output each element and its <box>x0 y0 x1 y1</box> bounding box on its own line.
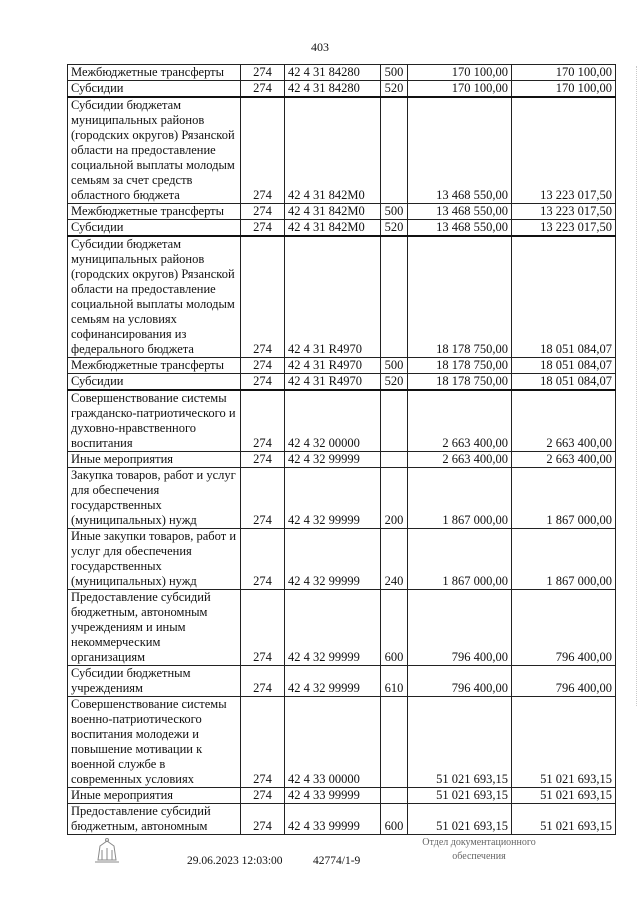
row-sum-2-cell: 796 400,00 <box>512 590 616 666</box>
row-name-cell: Субсидии бюджетным учреждениям <box>68 666 241 697</box>
row-sum-2-cell: 51 021 693,15 <box>512 788 616 804</box>
row-name-cell: Субсидии <box>68 220 241 237</box>
row-vr-cell <box>381 788 408 804</box>
row-csr-cell: 42 4 31 R4970 <box>285 236 381 358</box>
row-vr-cell: 200 <box>381 468 408 529</box>
row-sum-1-cell: 51 021 693,15 <box>408 804 512 835</box>
row-vr-cell: 240 <box>381 529 408 590</box>
row-name-cell: Совершенствование системы военно-патриотического воспитания молодежи и повышение мотивации к военной службе в современных условиях <box>68 697 241 788</box>
table-row <box>68 97 616 204</box>
row-csr-cell: 42 4 31 84280 <box>285 65 381 81</box>
row-ved-cell: 274 <box>241 220 285 237</box>
row-sum-2-cell: 2 663 400,00 <box>512 390 616 452</box>
row-csr-cell: 42 4 33 99999 <box>285 804 381 835</box>
row-sum-2-cell: 796 400,00 <box>512 666 616 697</box>
table-row <box>68 236 616 358</box>
table-row <box>68 81 616 98</box>
row-ved-cell: 274 <box>241 81 285 98</box>
row-ved-cell: 274 <box>241 236 285 358</box>
row-vr-cell <box>381 390 408 452</box>
row-vr-cell <box>381 236 408 358</box>
table-row <box>68 804 616 835</box>
row-ved-cell: 274 <box>241 452 285 468</box>
row-ved-cell: 274 <box>241 374 285 391</box>
row-csr-cell: 42 4 33 00000 <box>285 697 381 788</box>
row-sum-2-cell: 18 051 084,07 <box>512 374 616 391</box>
row-sum-2-cell: 51 021 693,15 <box>512 697 616 788</box>
row-sum-1-cell: 1 867 000,00 <box>408 468 512 529</box>
table-row <box>68 697 616 788</box>
table-row <box>68 358 616 374</box>
row-csr-cell: 42 4 31 R4970 <box>285 374 381 391</box>
row-sum-1-cell: 2 663 400,00 <box>408 390 512 452</box>
table-row <box>68 468 616 529</box>
row-sum-2-cell: 13 223 017,50 <box>512 204 616 220</box>
row-ved-cell: 274 <box>241 804 285 835</box>
row-name-cell: Предоставление субсидий бюджетным, автономным учреждениям и иным некоммерческим организациям <box>68 590 241 666</box>
row-csr-cell: 42 4 32 99999 <box>285 529 381 590</box>
row-vr-cell: 500 <box>381 204 408 220</box>
row-sum-1-cell: 2 663 400,00 <box>408 452 512 468</box>
row-sum-2-cell: 170 100,00 <box>512 65 616 81</box>
department-stamp <box>404 836 554 864</box>
row-csr-cell: 42 4 33 99999 <box>285 788 381 804</box>
row-vr-cell: 600 <box>381 804 408 835</box>
row-name-cell: Иные мероприятия <box>68 452 241 468</box>
coat-of-arms-icon <box>90 836 124 864</box>
row-csr-cell: 42 4 31 R4970 <box>285 358 381 374</box>
row-sum-1-cell: 18 178 750,00 <box>408 358 512 374</box>
row-sum-2-cell: 1 867 000,00 <box>512 468 616 529</box>
row-csr-cell: 42 4 32 00000 <box>285 390 381 452</box>
row-vr-cell <box>381 97 408 204</box>
row-csr-cell: 42 4 32 99999 <box>285 468 381 529</box>
table-row <box>68 220 616 237</box>
table-body <box>68 65 616 835</box>
row-vr-cell: 500 <box>381 65 408 81</box>
footer-date: 29.06.2023 12:03:00 <box>187 855 283 867</box>
row-name-cell: Совершенствование системы гражданско-патриотического и духовно-нравственного воспитания <box>68 390 241 452</box>
table-row <box>68 666 616 697</box>
row-name-cell: Субсидии бюджетам муниципальных районов (городских округов) Рязанской области на предоставление социальной выплаты молодым семьям на условиях софинансирования из федерального бюджета <box>68 236 241 358</box>
row-sum-1-cell: 51 021 693,15 <box>408 697 512 788</box>
row-sum-2-cell: 13 223 017,50 <box>512 220 616 237</box>
row-name-cell: Субсидии <box>68 374 241 391</box>
row-name-cell: Закупка товаров, работ и услуг для обеспечения государственных (муниципальных) нужд <box>68 468 241 529</box>
table-row <box>68 65 616 81</box>
page-number: 403 <box>311 40 329 54</box>
row-ved-cell: 274 <box>241 97 285 204</box>
table-row <box>68 204 616 220</box>
row-csr-cell: 42 4 31 84280 <box>285 81 381 98</box>
row-sum-2-cell: 13 223 017,50 <box>512 97 616 204</box>
row-sum-1-cell: 170 100,00 <box>408 81 512 98</box>
row-sum-1-cell: 18 178 750,00 <box>408 236 512 358</box>
row-ved-cell: 274 <box>241 590 285 666</box>
row-vr-cell: 520 <box>381 220 408 237</box>
budget-table <box>67 64 616 835</box>
row-csr-cell: 42 4 32 99999 <box>285 452 381 468</box>
row-vr-cell <box>381 452 408 468</box>
department-stamp-line: обеспечения <box>452 851 506 862</box>
department-stamp-line: Отдел документационного <box>422 837 536 848</box>
row-csr-cell: 42 4 31 842М0 <box>285 97 381 204</box>
row-vr-cell: 600 <box>381 590 408 666</box>
row-vr-cell: 610 <box>381 666 408 697</box>
row-ved-cell: 274 <box>241 697 285 788</box>
footer-document-code: 42774/1-9 <box>313 855 361 867</box>
row-ved-cell: 274 <box>241 358 285 374</box>
row-name-cell: Субсидии бюджетам муниципальных районов (городских округов) Рязанской области на предоставление социальной выплаты молодым семьям за счет средств областного бюджета <box>68 97 241 204</box>
row-vr-cell: 520 <box>381 374 408 391</box>
row-vr-cell: 500 <box>381 358 408 374</box>
row-sum-2-cell: 170 100,00 <box>512 81 616 98</box>
table-row <box>68 452 616 468</box>
row-csr-cell: 42 4 32 99999 <box>285 666 381 697</box>
row-ved-cell: 274 <box>241 390 285 452</box>
row-sum-1-cell: 13 468 550,00 <box>408 220 512 237</box>
table-row <box>68 374 616 391</box>
row-name-cell: Предоставление субсидий бюджетным, автономным <box>68 804 241 835</box>
row-ved-cell: 274 <box>241 204 285 220</box>
row-sum-2-cell: 2 663 400,00 <box>512 452 616 468</box>
row-name-cell: Иные мероприятия <box>68 788 241 804</box>
row-sum-2-cell: 18 051 084,07 <box>512 236 616 358</box>
row-csr-cell: 42 4 31 842М0 <box>285 220 381 237</box>
row-vr-cell: 520 <box>381 81 408 98</box>
row-sum-1-cell: 13 468 550,00 <box>408 204 512 220</box>
row-sum-1-cell: 170 100,00 <box>408 65 512 81</box>
row-ved-cell: 274 <box>241 65 285 81</box>
row-ved-cell: 274 <box>241 529 285 590</box>
row-sum-1-cell: 13 468 550,00 <box>408 97 512 204</box>
row-csr-cell: 42 4 31 842М0 <box>285 204 381 220</box>
row-name-cell: Субсидии <box>68 81 241 98</box>
row-ved-cell: 274 <box>241 788 285 804</box>
row-sum-1-cell: 796 400,00 <box>408 590 512 666</box>
row-sum-1-cell: 796 400,00 <box>408 666 512 697</box>
row-vr-cell <box>381 697 408 788</box>
scan-edge-marks <box>632 66 637 706</box>
row-ved-cell: 274 <box>241 666 285 697</box>
row-sum-1-cell: 51 021 693,15 <box>408 788 512 804</box>
row-name-cell: Иные закупки товаров, работ и услуг для обеспечения государственных (муниципальных) нужд <box>68 529 241 590</box>
row-name-cell: Межбюджетные трансферты <box>68 358 241 374</box>
row-csr-cell: 42 4 32 99999 <box>285 590 381 666</box>
table-row <box>68 788 616 804</box>
table-row <box>68 529 616 590</box>
row-sum-2-cell: 18 051 084,07 <box>512 358 616 374</box>
table-row <box>68 390 616 452</box>
row-name-cell: Межбюджетные трансферты <box>68 65 241 81</box>
row-sum-1-cell: 18 178 750,00 <box>408 374 512 391</box>
row-sum-2-cell: 51 021 693,15 <box>512 804 616 835</box>
row-name-cell: Межбюджетные трансферты <box>68 204 241 220</box>
row-sum-2-cell: 1 867 000,00 <box>512 529 616 590</box>
row-sum-1-cell: 1 867 000,00 <box>408 529 512 590</box>
row-ved-cell: 274 <box>241 468 285 529</box>
table-row <box>68 590 616 666</box>
